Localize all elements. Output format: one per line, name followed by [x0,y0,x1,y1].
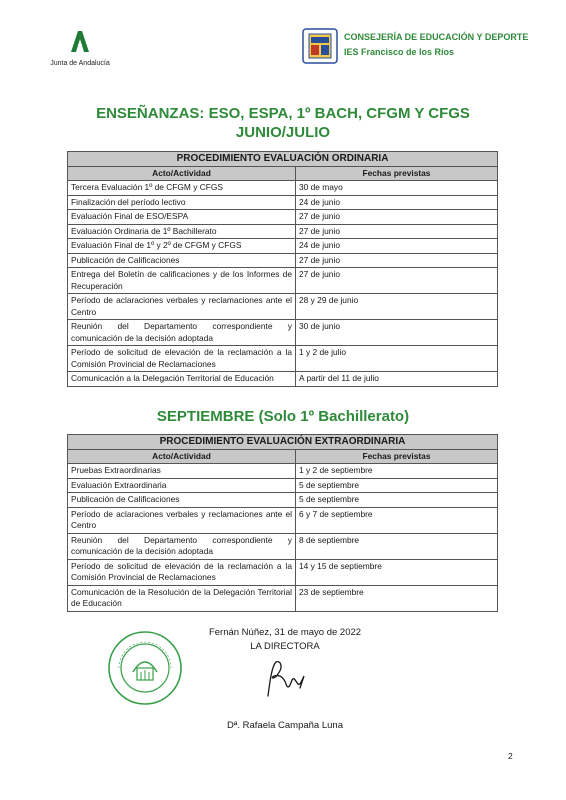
date-cell: 30 de mayo [296,181,498,196]
date-cell: 14 y 15 de septiembre [296,559,498,585]
activity-cell: Período de solicitud de elevación de la reclamación a la Comisión Provincial de Reclamaciones [68,559,296,585]
signature-icon [258,656,318,702]
junta-logo-icon [67,28,93,54]
page-number: 2 [508,751,513,761]
table-banner: PROCEDIMIENTO EVALUACIÓN ORDINARIA [68,152,498,167]
ordinary-evaluation-table [67,151,498,387]
table-row [68,181,498,196]
date-cell: 24 de junio [296,239,498,254]
table-row [68,533,498,559]
title-line-2: JUNIO/JULIO [235,124,331,141]
date-cell: 27 de junio [296,224,498,239]
signer-role: LA DIRECTORA [250,641,320,652]
activity-cell: Comunicación a la Delegación Territorial de Educación [68,372,296,387]
signer-name: Dª. Rafaela Campaña Luna [226,720,343,731]
table-row [68,346,498,372]
date-cell: 5 de septiembre [296,478,498,493]
activity-cell: Publicación de Calificaciones [68,253,296,268]
date-cell: 28 y 29 de junio [296,294,498,320]
date-cell: 23 de septiembre [296,585,498,611]
date-cell: 8 de septiembre [296,533,498,559]
table-row [68,372,498,387]
date-cell: 1 y 2 de septiembre [296,464,498,479]
title-line-1: ENSEÑANZAS: ESO, ESPA, 1º BACH, CFGM Y CFGS [96,105,470,122]
table-banner: PROCEDIMIENTO EVALUACIÓN EXTRAORDINARIA [68,435,498,450]
activity-cell: Reunión del Departamento correspondiente y comunicación de la decisión adoptada [68,533,296,559]
table-row [68,210,498,225]
table-row [68,507,498,533]
place-and-date: Fernán Núñez, 31 de mayo de 2022 [208,627,362,638]
school-crest-icon [302,28,338,64]
date-cell: 5 de septiembre [296,493,498,508]
activity-cell: Período de solicitud de elevación de la reclamación a la Comisión Provincial de Reclamaciones [68,346,296,372]
activity-cell: Período de aclaraciones verbales y reclamaciones ante el Centro [68,507,296,533]
activity-cell: Evaluación Extraordinaria [68,478,296,493]
table-row [68,559,498,585]
activity-cell: Período de aclaraciones verbales y reclamaciones ante el Centro [68,294,296,320]
activity-cell: Pruebas Extraordinarias [68,464,296,479]
official-stamp-icon [107,630,183,706]
table-row [68,253,498,268]
activity-cell: Evaluación Ordinaria de 1º Bachillerato [68,224,296,239]
date-cell: 24 de junio [296,195,498,210]
activity-cell: Reunión del Departamento correspondiente y comunicación de la decisión adoptada [68,320,296,346]
junta-logo-text: Junta de Andalucía [50,60,110,67]
date-cell: 27 de junio [296,268,498,294]
date-cell: 6 y 7 de septiembre [296,507,498,533]
date-cell: 27 de junio [296,210,498,225]
table-row [68,585,498,611]
table-row [68,478,498,493]
table-row [68,224,498,239]
extraordinary-evaluation-table [67,434,498,612]
date-cell: 30 de junio [296,320,498,346]
date-cell: A partir del 11 de julio [296,372,498,387]
school-name: IES Francisco de los Ríos [344,47,455,57]
junta-logo [40,28,120,67]
table-row [68,195,498,210]
consejeria-title: CONSEJERÍA DE EDUCACIÓN Y DEPORTE [344,32,529,42]
table-row [68,294,498,320]
activity-cell: Evaluación Final de 1º y 2º de CFGM y CFGS [68,239,296,254]
table-row [68,239,498,254]
column-header-dates: Fechas previstas [296,449,498,464]
column-header-dates: Fechas previstas [296,166,498,181]
activity-cell: Comunicación de la Resolución de la Delegación Territorial de Educación [68,585,296,611]
page-title [0,104,566,142]
column-header-activity: Acto/Actividad [68,449,296,464]
activity-cell: Finalización del período lectivo [68,195,296,210]
activity-cell: Publicación de Calificaciones [68,493,296,508]
activity-cell: Evaluación Final de ESO/ESPA [68,210,296,225]
activity-cell: Entrega del Boletín de calificaciones y de los Informes de Recuperación [68,268,296,294]
date-cell: 27 de junio [296,253,498,268]
activity-cell: Tercera Evaluación 1º de CFGM y CFGS [68,181,296,196]
table-row [68,320,498,346]
table-row [68,493,498,508]
september-title: SEPTIEMBRE (Solo 1º Bachillerato) [156,408,410,425]
column-header-activity: Acto/Actividad [68,166,296,181]
date-cell: 1 y 2 de julio [296,346,498,372]
table-row [68,268,498,294]
table-row [68,464,498,479]
